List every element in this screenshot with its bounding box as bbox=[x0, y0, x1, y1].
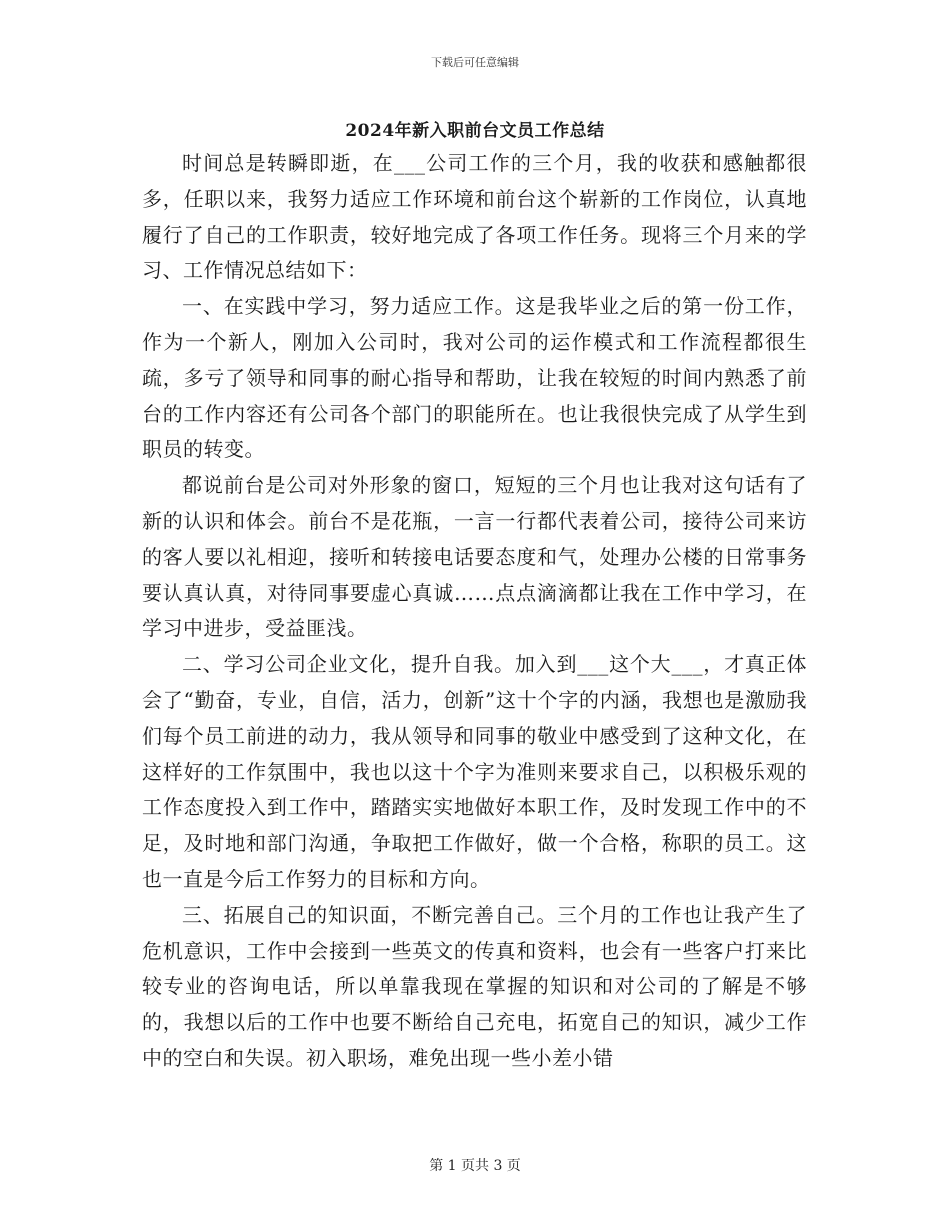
paragraph-section-one: 一、在实践中学习，努力适应工作。这是我毕业之后的第一份工作，作为一个新人，刚加入公司时，我对公司的运作模式和工作流程都很生疏，多亏了领导和同事的耐心指导和帮助，让我在较短的时间内熟悉了前台的工作内容还有公司各个部门的职能所在。也让我很快完成了从学生到职员的转变。 bbox=[142, 294, 807, 462]
paragraph-section-three: 三、拓展自己的知识面，不断完善自己。三个月的工作也让我产生了危机意识，工作中会接到一些英文的传真和资料，也会有一些客户打来比较专业的咨询电话，所以单靠我现在掌握的知识和对公司的了解是不够的，我想以后的工作中也要不断给自己充电，拓宽自己的知识，减少工作中的空白和失误。初入职场，难免出现一些小差小错 bbox=[142, 902, 807, 1070]
page-number: 第 1 页共 3 页 bbox=[429, 1158, 521, 1174]
paragraph-front-desk: 都说前台是公司对外形象的窗口，短短的三个月也让我对这句话有了新的认识和体会。前台不是花瓶，一言一行都代表着公司，接待公司来访的客人要以礼相迎，接听和转接电话要态度和气，处理办公楼的日常事务要认真认真，对待同事要虚心真诚……点点滴滴都让我在工作中学习，在学习中进步，受益匪浅。 bbox=[142, 473, 807, 641]
document-title: 2024年新入职前台文员工作总结 bbox=[345, 121, 605, 141]
paragraph-section-two: 二、学习公司企业文化，提升自我。加入到___这个大___，才真正体会了“勤奋，专业，自信，活力，创新”这十个字的内涵，我想也是激励我们每个员工前进的动力，我从领导和同事的敬业中感受到了这种文化，在这样好的工作氛围中，我也以这十个字为准则来要求自己，以积极乐观的工作态度投入到工作中，踏踏实实地做好本职工作，及时发现工作中的不足，及时地和部门沟通，争取把工作做好，做一个合格，称职的员工。这也一直是今后工作努力的目标和方向。 bbox=[142, 652, 807, 891]
paragraph-intro: 时间总是转瞬即逝，在___公司工作的三个月，我的收获和感触都很多，任职以来，我努力适应工作环境和前台这个崭新的工作岗位，认真地履行了自己的工作职责，较好地完成了各项工作任务。现将三个月来的学习、工作情况总结如下： bbox=[142, 151, 807, 283]
document-body bbox=[142, 146, 807, 1077]
header-note: 下载后可任意编辑 bbox=[431, 56, 519, 69]
